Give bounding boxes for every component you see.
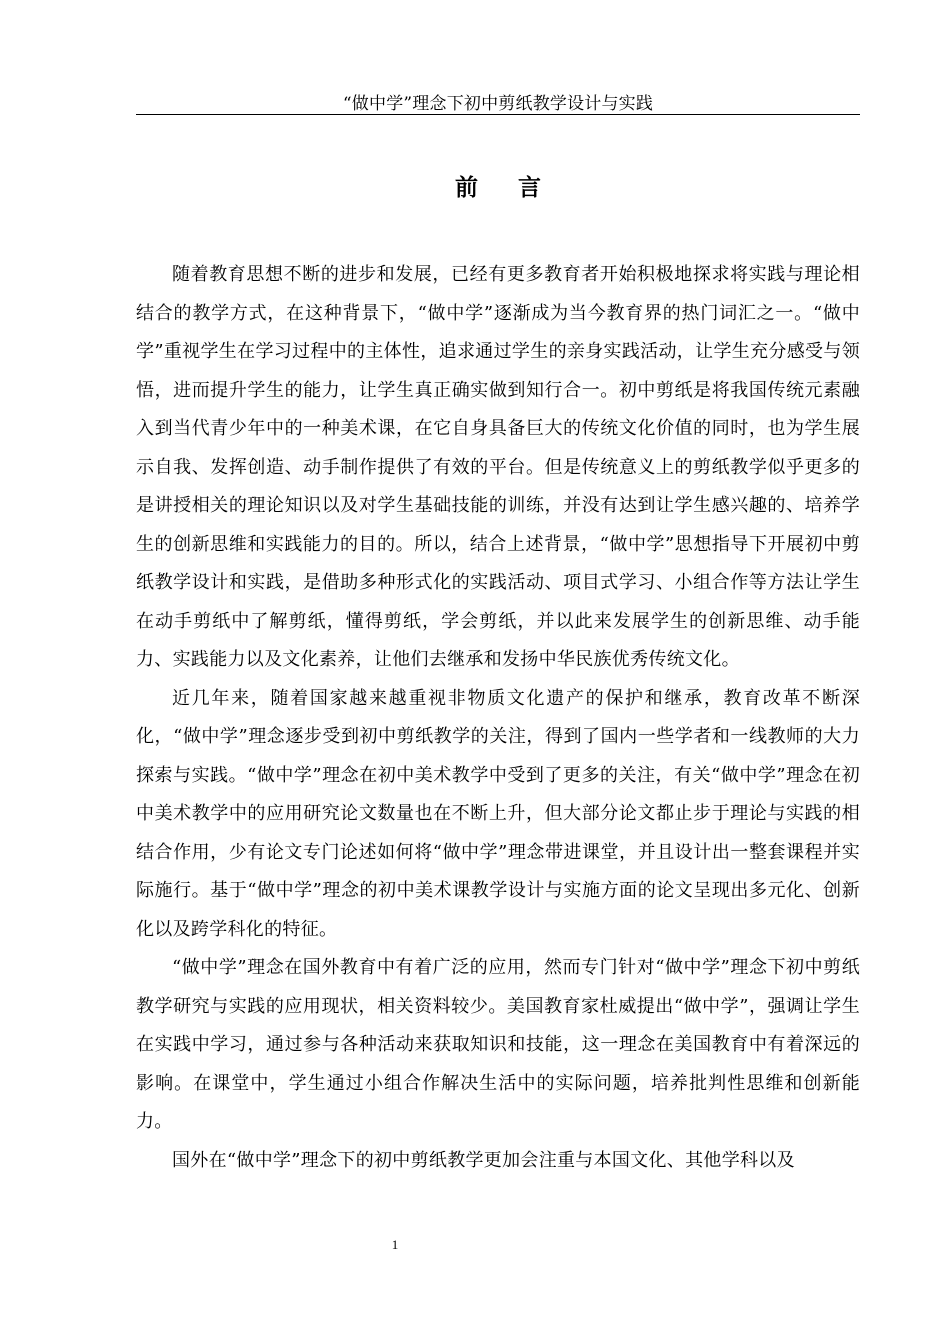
paragraph-3: “做中学”理念在国外教育中有着广泛的应用，然而专门针对“做中学”理念下初中剪纸教学研究与实践的应用现状，相关资料较少。美国教育家杜威提出“做中学”，强调让学生在实践中学习，通过参与各种活动来获取知识和技能，这一理念在美国教育中有着深远的影响。在课堂中，学生通过小组合作解决生活中的实际问题，培养批判性思维和创新能力。 [136, 957, 860, 1132]
running-header: “做中学”理念下初中剪纸教学设计与实践 [342, 94, 654, 114]
body-text [136, 256, 860, 1180]
header-divider [136, 114, 860, 115]
paragraph-4: 国外在“做中学”理念下的初中剪纸教学更加会注重与本国文化、其他学科以及 [172, 1149, 795, 1171]
paragraph-1: 随着教育思想不断的进步和发展，已经有更多教育者开始积极地探求将实践与理论相结合的教学方式，在这种背景下，“做中学”逐渐成为当今教育界的热门词汇之一。“做中学”重视学生在学习过程中的主体性，追求通过学生的亲身实践活动，让学生充分感受与领悟，进而提升学生的能力，让学生真正确实做到知行合一。初中剪纸是将我国传统元素融入到当代青少年中的一种美术课，在它自身具备巨大的传统文化价值的同时，也为学生展示自我、发挥创造、动手制作提供了有效的平台。但是传统意义上的剪纸教学似乎更多的是讲授相关的理论知识以及对学生基础技能的训练，并没有达到让学生感兴趣的、培养学生的创新思维和实践能力的目的。所以，结合上述背景，“做中学”思想指导下开展初中剪纸教学设计和实践，是借助多种形式化的实践活动、项目式学习、小组合作等方法让学生在动手剪纸中了解剪纸，懂得剪纸，学会剪纸，并以此来发展学生的创新思维、动手能力、实践能力以及文化素养，让他们去继承和发扬中华民族优秀传统文化。 [136, 264, 860, 670]
page-number: 1 [391, 1237, 399, 1252]
paragraph-2: 近几年来，随着国家越来越重视非物质文化遗产的保护和继承，教育改革不断深化，“做中学”理念逐步受到初中剪纸教学的关注，得到了国内一些学者和一线教师的大力探索与实践。“做中学”理念在初中美术教学中受到了更多的关注，有关“做中学”理念在初中美术教学中的应用研究论文数量也在不断上升，但大部分论文都止步于理论与实践的相结合作用，少有论文专门论述如何将“做中学”理念带进课堂，并且设计出一整套课程并实际施行。基于“做中学”理念的初中美术课教学设计与实施方面的论文呈现出多元化、创新化以及跨学科化的特征。 [136, 687, 860, 940]
page-title: 前言 [455, 175, 581, 201]
